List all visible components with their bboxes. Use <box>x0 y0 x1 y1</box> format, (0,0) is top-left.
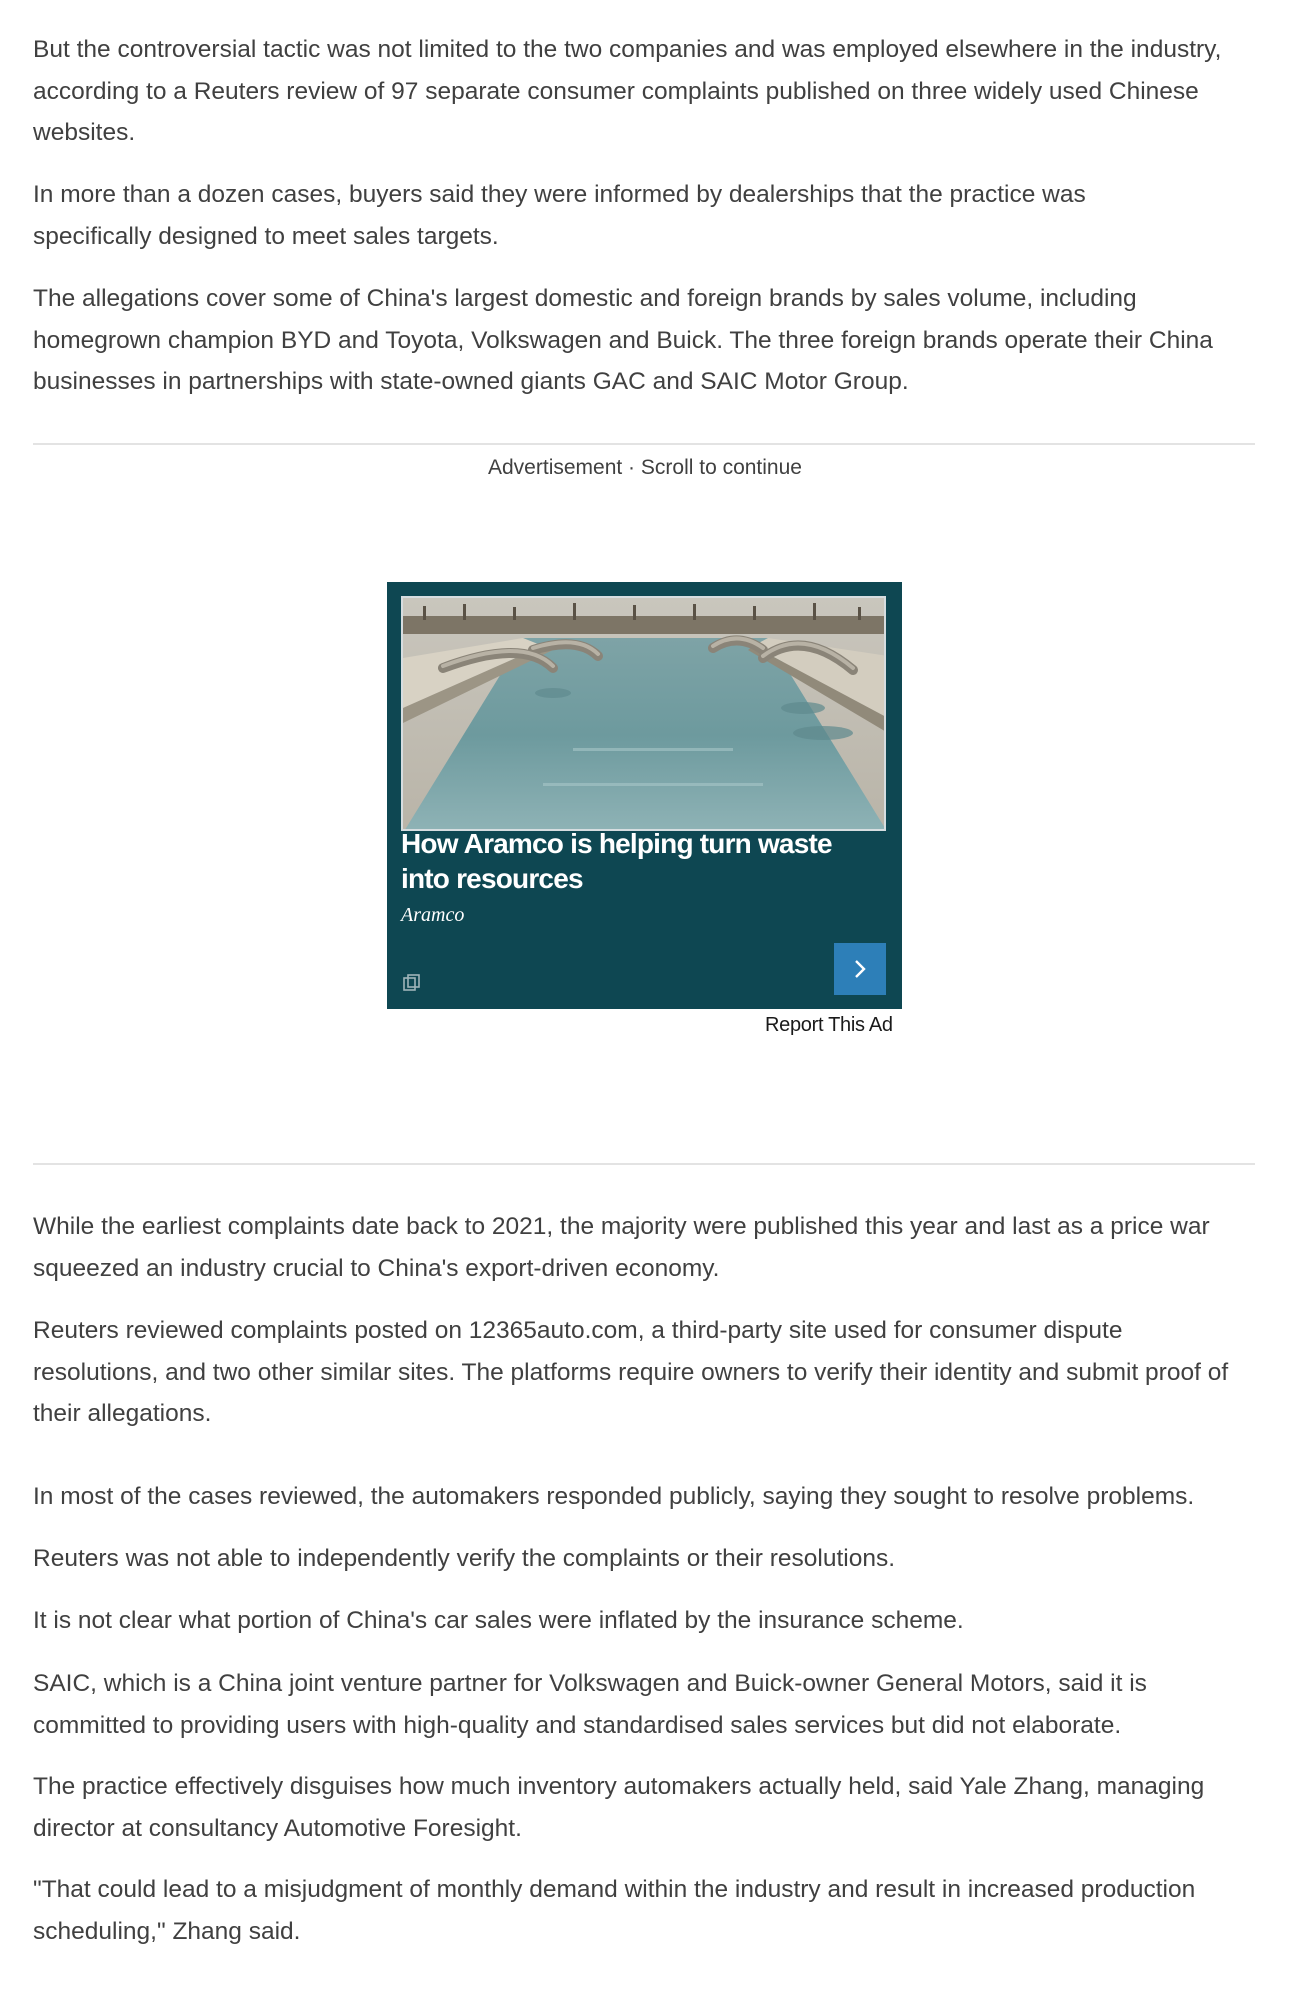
article-paragraph: "That could lead to a misjudgment of monthly demand within the industry and result in increased production scheduling," Zhang said. <box>33 1876 1196 1945</box>
article-paragraph: The practice effectively disguises how much inventory automakers actually held, said Yale Zhang, managing director at consultancy Automotive Foresight. <box>33 1773 1205 1842</box>
ad-image[interactable] <box>401 596 886 831</box>
article-paragraph: In most of the cases reviewed, the automakers responded publicly, saying they sought to resolve problems. <box>33 1483 1195 1510</box>
article-paragraph: In more than a dozen cases, buyers said they were informed by dealerships that the practice was specifically designed to meet sales targets. <box>33 181 1086 250</box>
report-ad-link[interactable]: Report This Ad <box>765 1014 893 1036</box>
ad-headline[interactable] <box>401 826 871 896</box>
ad-label: Advertisement · Scroll to continue <box>488 456 802 479</box>
ad-headline-line: How Aramco is helping turn waste <box>401 828 832 859</box>
article-paragraph: SAIC, which is a China joint venture partner for Volkswagen and Buick-owner General Motors, said it is committed to providing users with high-quality and standardised sales services but did not elaborate. <box>33 1670 1147 1739</box>
article-paragraph: But the controversial tactic was not limited to the two companies and was employed elsewhere in the industry, according to a Reuters review of 97 separate consumer complaints published on three widely used Chinese websites. <box>33 36 1222 146</box>
ad-next-button[interactable] <box>834 943 886 995</box>
article-paragraph: While the earliest complaints date back to 2021, the majority were published this year and last as a price war squeezed an industry crucial to China's export-driven economy. <box>33 1213 1210 1282</box>
article-paragraph: Reuters reviewed complaints posted on 12365auto.com, a third-party site used for consumer dispute resolutions, and two other similar sites. The platforms require owners to verify their identity and submit proof of their allegations. <box>33 1317 1229 1427</box>
ad-info-icon[interactable] <box>403 974 421 992</box>
ad-bottom-divider <box>33 1163 1255 1165</box>
article-paragraph: It is not clear what portion of China's car sales were inflated by the insurance scheme. <box>33 1607 964 1634</box>
chevron-right-icon <box>850 957 870 981</box>
ad-card[interactable] <box>387 582 902 1009</box>
ad-brand: Aramco <box>401 904 465 926</box>
article-paragraph: Reuters was not able to independently verify the complaints or their resolutions. <box>33 1545 896 1572</box>
article-paragraph: The allegations cover some of China's largest domestic and foreign brands by sales volume, including homegrown champion BYD and Toyota, Volkswagen and Buick. The three foreign brands operate their China businesses in partnerships with state-owned giants GAC and SAIC Motor Group. <box>33 285 1213 395</box>
ad-water-treatment-image <box>403 598 886 831</box>
ad-headline-line: into resources <box>401 863 583 894</box>
ad-top-divider <box>33 443 1255 445</box>
